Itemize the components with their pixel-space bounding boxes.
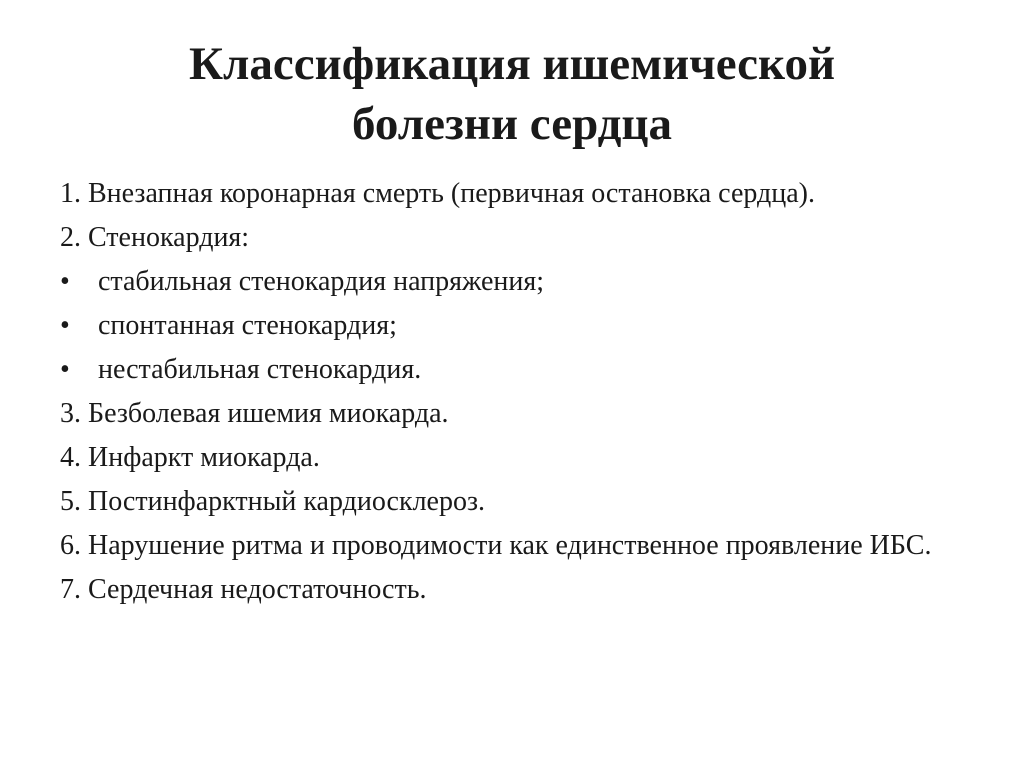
sub-item-text: стабильная стенокардия напряжения; bbox=[98, 266, 545, 297]
list-item-text: 6. Нарушение ритма и проводимости как единственное проявление ИБС. bbox=[60, 530, 932, 561]
list-item-6 bbox=[60, 530, 966, 562]
bullet-icon: • bbox=[60, 354, 70, 385]
slide-title-line-1: Классификация ишемической bbox=[188, 38, 836, 90]
list-item-2 bbox=[60, 222, 966, 254]
sub-item-spontaneous-angina bbox=[60, 310, 966, 342]
list-item-3 bbox=[60, 398, 966, 430]
list-item-1 bbox=[60, 178, 966, 210]
slide-title bbox=[60, 34, 964, 154]
sub-item-unstable-angina bbox=[60, 354, 966, 386]
slide-title-line-2: болезни сердца bbox=[352, 98, 672, 150]
list-item-text: 7. Сердечная недостаточность. bbox=[60, 574, 427, 605]
list-item-4 bbox=[60, 442, 966, 474]
list-item-text: 1. Внезапная коронарная смерть (первичная остановка сердца). bbox=[60, 178, 815, 209]
list-item-text: 2. Стенокардия: bbox=[60, 222, 250, 253]
list-item-text: 5. Постинфарктный кардиосклероз. bbox=[60, 486, 486, 517]
list-item-5 bbox=[60, 486, 966, 518]
bullet-icon: • bbox=[60, 310, 70, 341]
sub-item-stable-angina bbox=[60, 266, 966, 298]
sub-item-text: спонтанная стенокардия; bbox=[98, 310, 397, 341]
classification-list bbox=[60, 178, 966, 618]
list-item-text: 4. Инфаркт миокарда. bbox=[60, 442, 320, 473]
list-item-7 bbox=[60, 574, 966, 606]
list-item-text: 3. Безболевая ишемия миокарда. bbox=[60, 398, 449, 429]
bullet-icon: • bbox=[60, 266, 70, 297]
sub-item-text: нестабильная стенокардия. bbox=[98, 354, 422, 385]
